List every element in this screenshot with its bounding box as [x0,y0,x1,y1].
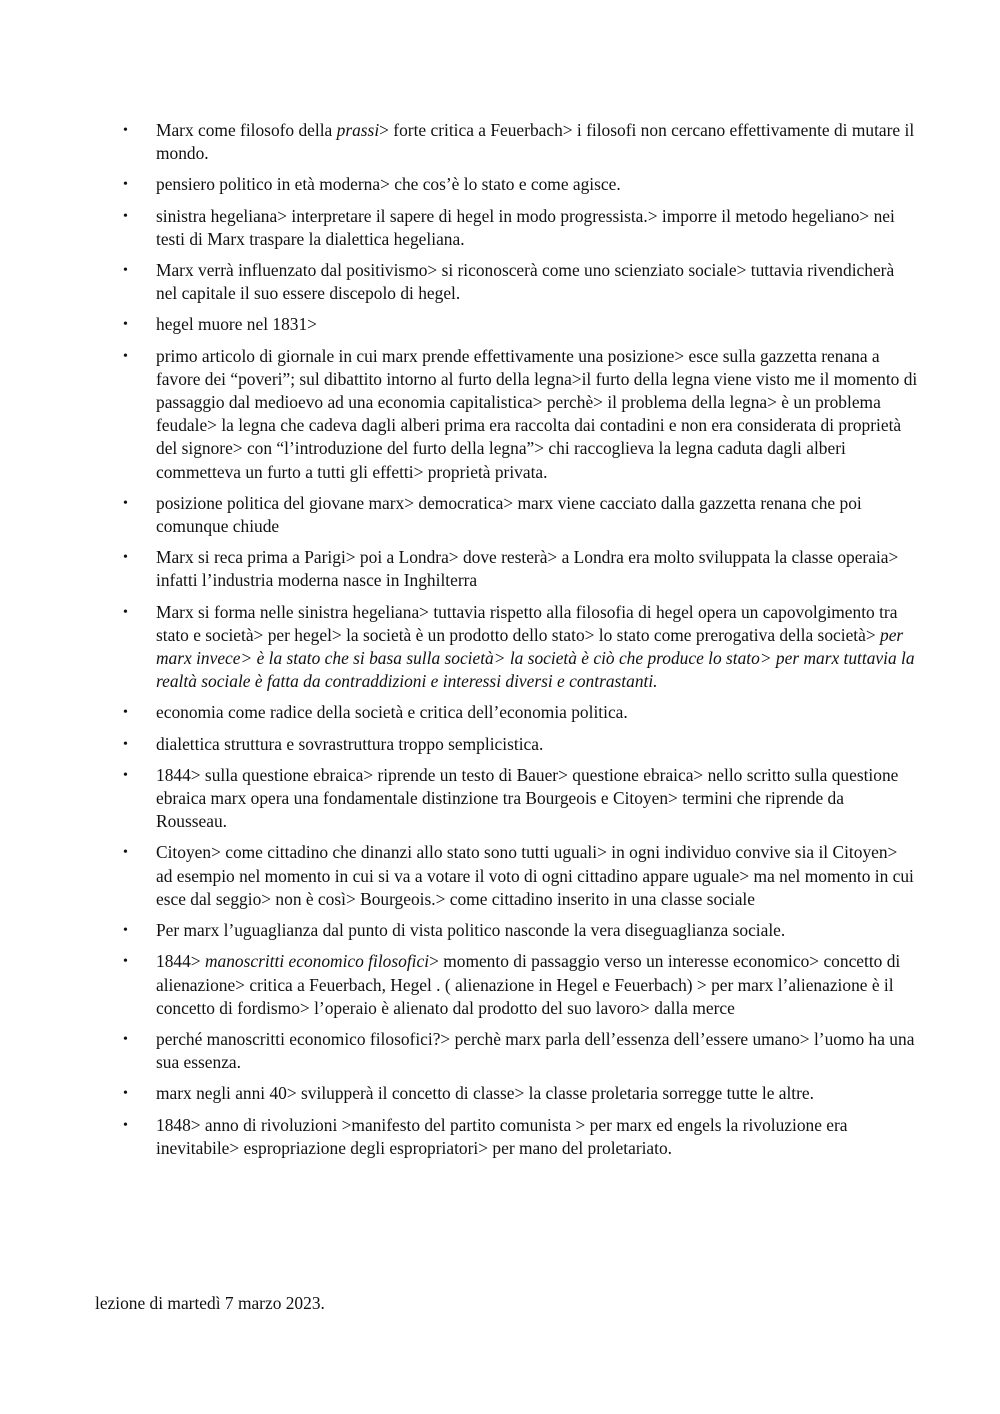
list-item [118,205,918,251]
list-item-text: hegel muore nel 1831> [156,314,317,335]
list-item-text: 1844> sulla questione ebraica> riprende un testo di Bauer> questione ebraica> nello scritto sulla questione ebraica marx opera una fondamentale distinzione tra Bourgeois e Citoyen> termini che riprende da Rousseau. [156,764,899,832]
bullet-icon: • [123,767,128,783]
list-item [118,701,918,724]
list-item-text: Marx si reca prima a Parigi> poi a Londra> dove resterà> a Londra era molto sviluppata la classe operaia> infatti l’industria moderna nasce in Inghilterra [156,547,899,591]
list-item-text: posizione politica del giovane marx> democratica> marx viene cacciato dalla gazzetta renana che poi comunque chiude [156,492,862,537]
list-item [118,119,918,165]
bullet-icon: • [123,1086,128,1102]
list-item [118,733,918,756]
list-item-text: perché manoscritti economico filosofici?> perchè marx parla dell’essenza dell’essere umano> l’uomo ha una sua essenza. [156,1028,915,1073]
bullet-icon: • [123,705,128,721]
bullet-icon: • [123,495,128,511]
list-item-italic-text: per marx invece> è la stato che si basa sulla società> la società è ciò che produce lo stato> per marx tuttavia la realtà sociale è fatta da contraddizioni e interessi diversi e contrastanti. [156,624,915,692]
list-item-text: 1844> [156,951,205,972]
list-item-text: 1848> anno di rivoluzioni >manifesto del partito comunista > per marx ed engels la rivoluzione era inevitabile> espropriazione degli espropriatori> per mano del proletariato. [156,1114,848,1158]
list-item [118,841,918,911]
list-item-text: Marx si forma nelle sinistra hegeliana> tuttavia rispetto alla filosofia di hegel opera un capovolgimento tra stato e società> per hegel> la società è un prodotto dello stato> lo stato come prerogativa della società> [156,601,898,645]
bullet-icon: • [123,177,128,193]
list-item [118,345,918,484]
list-item [118,1028,918,1074]
bullet-icon: • [123,263,128,279]
bullet-icon: • [123,923,128,939]
list-item-text: sinistra hegeliana> interpretare il sapere di hegel in modo progressista.> imporre il metodo hegeliano> nei testi di Marx traspare la dialettica hegeliana. [156,205,895,249]
list-item [118,919,918,942]
list-item-italic-text: prassi [336,120,380,140]
bullet-icon: • [123,954,128,970]
list-item-text: > momento di passaggio verso un interesse economico> concetto di alienazione> critica a Feuerbach, Hegel . ( alienazione in Hegel e Feuerbach) > per marx l’alienazione è il concetto di fordismo> l’operaio è alienato dal prodotto del suo lavoro> dalla merce [156,951,901,1018]
list-item-text: Citoyen> come cittadino che dinanzi allo stato sono tutti uguali> in ogni individuo convive sia il Citoyen> ad esempio nel momento in cui si va a votare il voto di ogni cittadino appare uguale> ma nel momento in cui esce dal seggio> non è così> Bourgeois.> come cittadino inserito in una classe sociale [156,842,914,909]
list-item [118,1082,918,1105]
notes-list [118,119,918,1168]
bullet-icon: • [123,348,128,364]
list-item-text: Marx verrà influenzato dal positivismo> si riconoscerà come uno scienziato sociale> tuttavia rivendicherà nel capitale il suo essere discepolo di hegel. [156,260,895,304]
list-item-text: dialettica struttura e sovrastruttura troppo semplicistica. [156,733,544,754]
bullet-icon: • [123,317,128,333]
list-item-text: Marx come filosofo della [156,120,337,140]
bullet-icon: • [123,1031,128,1047]
bullet-icon: • [123,208,128,224]
bullet-icon: • [123,550,128,566]
bullet-icon: • [123,1117,128,1133]
list-item-italic-text: manoscritti economico filosofici [204,951,430,972]
list-item [118,492,918,538]
list-item [118,313,918,336]
list-item-text: primo articolo di giornale in cui marx prende effettivamente una posizione> esce sulla gazzetta renana a favore dei “poveri”; sul dibattito intorno al furto della legna>il furto della legna viene visto me il momento di passaggio dal medioevo ad una economia capitalistica> perchè> il problema della legna> è un problema feudale> la legna che cadeva dagli alberi prima era raccolta dai contadini e non era considerata di proprietà del signore> con “l’introduzione del furto della legna”> chi raccoglieva la legna caduta dagli alberi commetteva un furto a tutti gli effetti> proprietà privata. [156,345,918,482]
list-item-text: Per marx l’uguaglianza dal punto di vista politico nasconde la vera diseguaglianza sociale. [156,920,786,941]
bullet-icon: • [123,123,128,138]
bullet-icon: • [123,845,128,861]
list-item-text: > forte critica a Feuerbach> i filosofi non cercano effettivamente di mutare il mondo. [156,120,915,164]
bullet-icon: • [123,736,128,752]
bullet-icon: • [123,604,128,620]
list-item [118,1114,918,1160]
list-item [118,950,918,1020]
lesson-date-line: lezione di martedì 7 marzo 2023. [95,1293,325,1313]
list-item [118,601,918,694]
list-item [118,173,918,196]
list-item [118,764,918,834]
list-item-text: marx negli anni 40> svilupperà il concetto di classe> la classe proletaria sorregge tutte le altre. [156,1083,814,1104]
list-item [118,546,918,592]
list-item [118,259,918,305]
list-item-text: pensiero politico in età moderna> che cos’è lo stato e come agisce. [156,174,621,195]
list-item-text: economia come radice della società e critica dell’economia politica. [156,702,628,723]
